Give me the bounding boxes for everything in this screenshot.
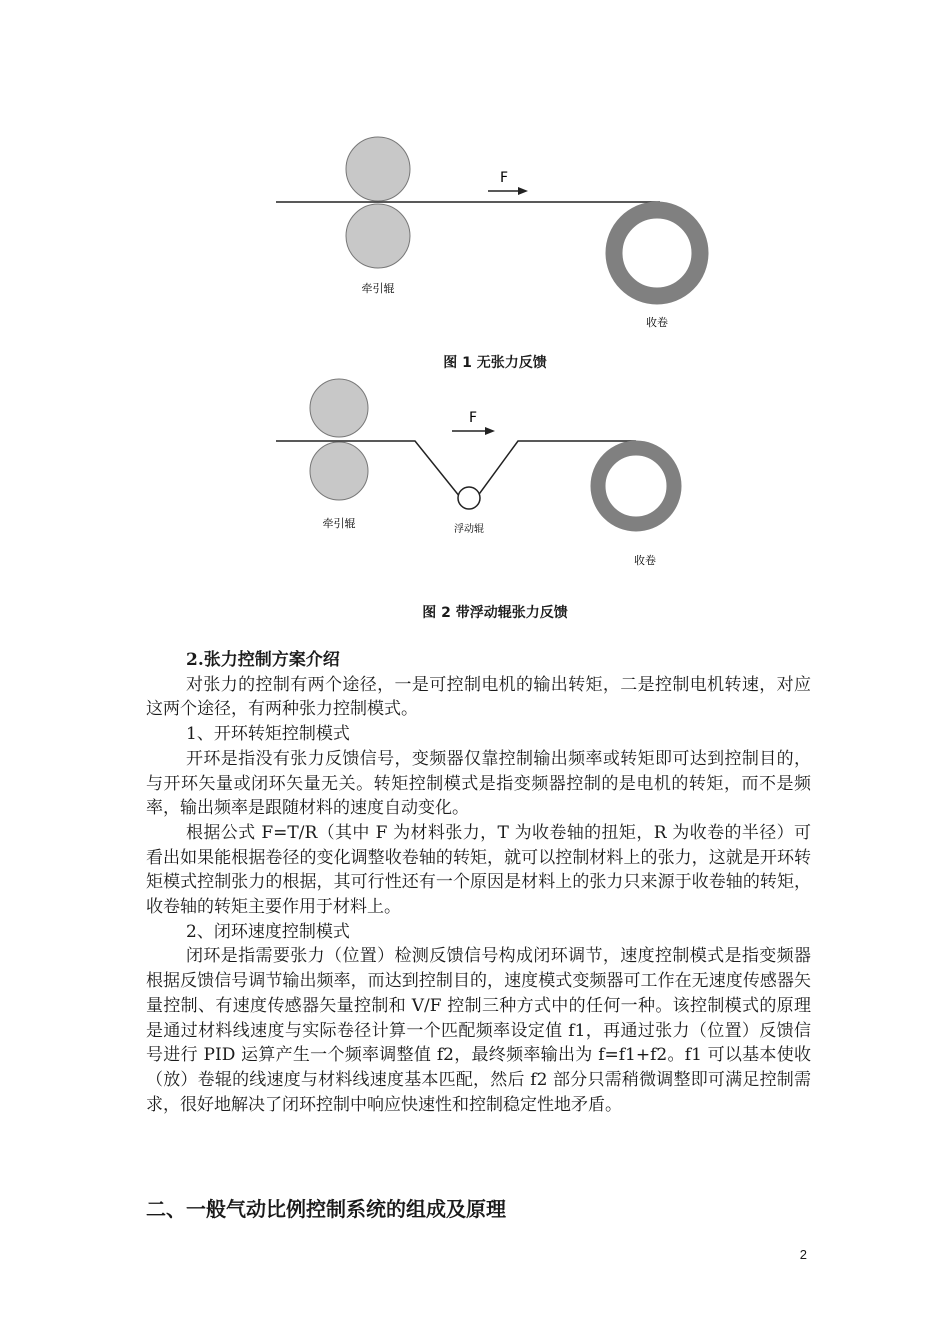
section-body [146,648,811,1117]
figure-2-caption: 图 2 带浮动辊张力反馈 [422,605,568,621]
paragraph: 闭环是指需要张力（位置）检测反馈信号构成闭环调节，速度控制模式是指变频器根据反馈信号调节输出频率，而达到控制目的，速度模式变频器可工作在无速度传感器矢量控制、有速度传感器矢量控制和 V/F 控制三种方式中的任何一种。该控制模式的原理是通过材料线速度与实际卷径计算一个匹配频率设定值 f1，再通过张力（位置）反馈信号进行 PID 运算产生一个频率调整值 f2，最终频率输出为 f=f1+f2。f1 可以基本使收（放）卷辊的线速度与材料线速度基本匹配，然后 f2 部分只需稍微调整即可满足控制需求，很好地解决了闭环控制中响应快速性和控制稳定性地矛盾。 [146,946,811,1115]
dancer-label: 浮动辊 [454,524,484,535]
arrow-head-icon [485,427,495,435]
dancer-roller [458,487,480,509]
paragraph: 对张力的控制有两个途径，一是可控制电机的输出转矩，二是控制电机转速，对应这两个途径，有两种张力控制模式。 [146,674,811,720]
force-label: F [469,410,478,426]
roller-label: 牵引辊 [322,517,356,530]
roller-label: 牵引辊 [361,282,395,295]
paragraph: 开环是指没有张力反馈信号，变频器仅靠控制输出频率或转矩即可达到控制目的，与开环矢量或闭环矢量无关。转矩控制模式是指变频器控制的是电机的转矩，而不是频率，输出频率是跟随材料的速度自动变化。 [146,748,811,819]
traction-roller-top [346,137,410,201]
figure-1 [276,137,700,329]
figure-2 [276,379,674,567]
winder-roll [614,210,700,296]
traction-roller-bottom [346,204,410,268]
section-heading: 2.张力控制方案介绍 [186,650,340,670]
traction-roller-bottom [310,442,368,500]
force-label: F [500,170,509,186]
subheading: 2、闭环速度控制模式 [186,921,350,942]
chapter-heading: 二、一般气动比例控制系统的组成及原理 [146,1197,506,1221]
winder-roll [598,448,674,524]
figures-canvas [0,0,950,640]
arrow-head-icon [518,187,528,195]
traction-roller-top [310,379,368,437]
subheading: 1、开环转矩控制模式 [186,724,350,745]
page-number: 2 [799,1247,807,1262]
figure-1-caption: 图 1 无张力反馈 [443,355,547,371]
winder-label: 收卷 [634,554,656,567]
paragraph: 根据公式 F=T/R（其中 F 为材料张力，T 为收卷轴的扭矩，R 为收卷的半径）可看出如果能根据卷径的变化调整收卷轴的转矩，就可以控制材料上的张力，这就是开环转矩模式控制张力的根据，其可行性还有一个原因是材料上的张力只来源于收卷轴的转矩，收卷轴的转矩主要作用于材料上。 [146,822,811,918]
winder-label: 收卷 [646,316,668,329]
